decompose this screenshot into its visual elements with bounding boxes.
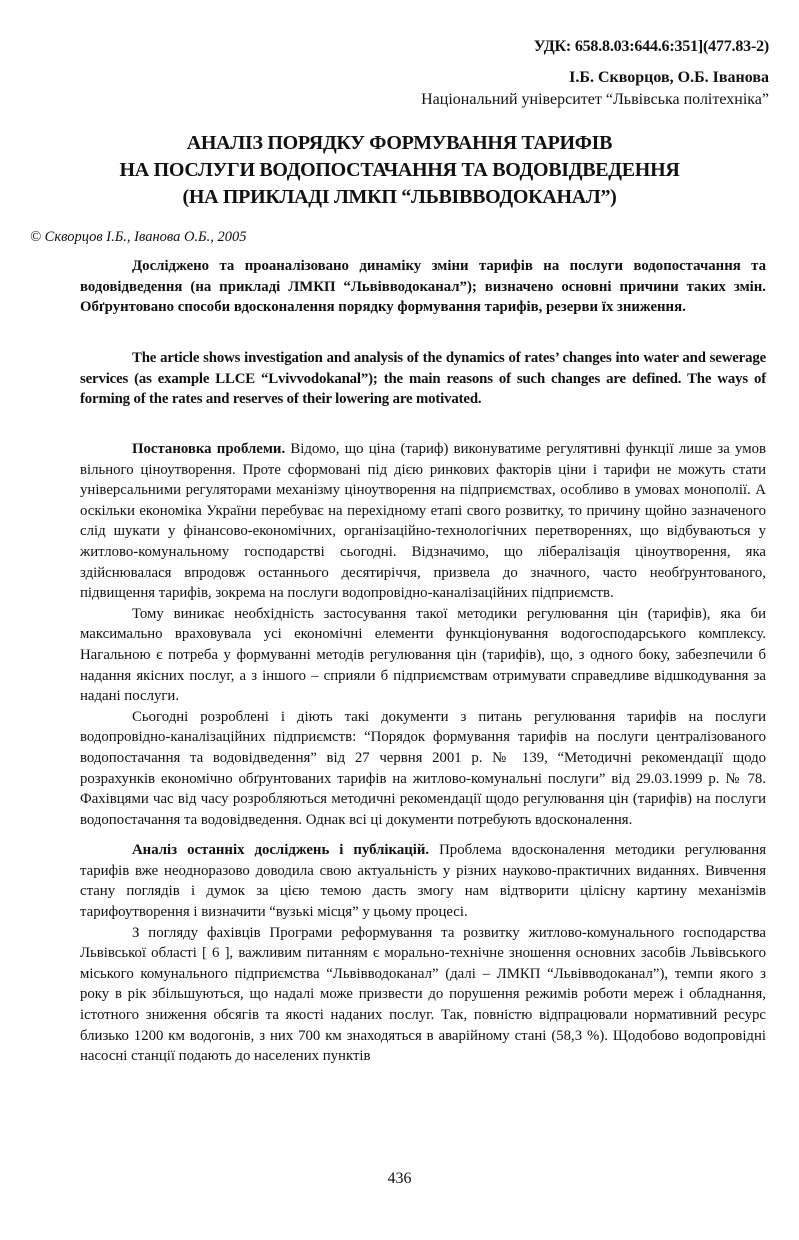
paragraph-text: Проблема вдосконалення методики регулювання тарифів вже неодноразово доводила свою актуальність у різних науково-практичних виданнях. Вивчення стану поглядів і думок за цією темою дасть змогу нам відтворити цілісну картину механізмів тарифоутворення і визначити “вузькі місця” у цьому процесі. <box>80 842 766 921</box>
abstract-english: The article shows investigation and analysis of the dynamics of rates’ changes into water and sewerage services (as example LLCE “Lvivvodokanal”); the main reasons of such changes are defined. The ways of forming of the rates and reserves of their lowering are motivated. <box>80 350 766 407</box>
section-heading-literature: Аналіз останніх досліджень і публікацій. <box>132 842 430 859</box>
body-text <box>80 439 766 1067</box>
paragraph-literature-review <box>80 840 766 922</box>
affiliation: Національний університет “Львівська політехніка” <box>421 91 769 108</box>
udc-code: УДК: 658.8.03:644.6:351](477.83-2) <box>533 38 769 55</box>
paragraph-problem-statement <box>80 439 766 604</box>
copyright-notice: © Скворцов І.Б., Іванова О.Б., 2005 <box>30 229 247 245</box>
paragraph: З погляду фахівців Програми реформування та розвитку житлово-комунального господарства Львівської області [ 6 ], важливим питанням є морально-технічне зношення основних засобів Львівського міського комунального підприємства “Львівводоканал” (далі – ЛМКП “Львівводоканал”), темпи якого з року в рік збільшуються, що надалі може призвести до порушення режимів роботи мереж і обладнання, істотного зниження обсягів та якості наданих послуг. Так, повністю відпрацювали нормативний ресурс близько 1200 км водогонів, з них 700 км знаходяться в аварійному стані (58,3 %). Щодобово водопровідні насосні станції подають до населених пунктів <box>80 924 766 1065</box>
authors: І.Б. Скворцов, О.Б. Іванова <box>569 69 769 86</box>
title-line-3: (НА ПРИКЛАДІ ЛМКП “ЛЬВІВВОДОКАНАЛ”) <box>182 186 617 208</box>
title-line-1: АНАЛІЗ ПОРЯДКУ ФОРМУВАННЯ ТАРИФІВ <box>186 132 613 154</box>
paragraph: Тому виникає необхідність застосування такої методики регулювання цін (тарифів), яка би максимально враховувала усі економічні елементи функціонування водогосподарського комплексу. Нагальною є потреба у формуванні методів регулювання цін (тарифів), що, з одного боку, забезпечили б надання якісних послуг, а з іншого – сприяли б підприємствам отримувати справедливе відшкодування за надані послуги. <box>80 605 766 705</box>
page-number: 436 <box>387 1170 412 1187</box>
section-heading-problem: Постановка проблеми. <box>132 441 286 457</box>
abstract-ukrainian: Досліджено та проаналізовано динаміку зміни тарифів на послуги водопостачання та водовідведення (на прикладі ЛМКП “Львівводоканал”); визначено основні причини таких змін. Обґрунтовано способи вдосконалення порядку формування тарифів, резерви їх зниження. <box>80 258 766 315</box>
paragraph-text: Відомо, що ціна (тариф) виконуватиме регулятивні функції лише за умов вільного ціноутворення. Проте сформовані під дією ринкових факторів ціни і тарифи не можуть стати універсальними регуляторами механізму ціноутворення на підприємствах, особливо в умовах монополії. А оскільки економіка України перебуває на перехідному етапі свого розвитку, то причину щойно зазначеного слід шукати у фінансово-економічних, організаційно-технологічних перетвореннях, що відбуваються у житлово-комунальному господарстві сьогодні. Відзначимо, що лібералізація ціноутворення, яка здійснювалася впродовж останнього десятиріччя, призвела до значного, часто необґрунтованого, підвищення тарифів, зокрема на послуги водопровідно-каналізаційних підприємств. <box>80 441 766 602</box>
title-line-2: НА ПОСЛУГИ ВОДОПОСТАЧАННЯ ТА ВОДОВІДВЕДЕННЯ <box>119 159 680 181</box>
paper-title <box>0 130 799 211</box>
paragraph: Сьогодні розроблені і діють такі документи з питань регулювання тарифів на послуги водопровідно-каналізаційних підприємств: “Порядок формування тарифів на послуги централізованого водопостачання та водовідведення” від 27 червня 2001 р. № 139, “Методичні рекомендації щодо розрахунків економічно обґрунтованих тарифів на житлово-комунальні послуги” від 29.03.1999 р. № 78. Фахівцями час від часу розробляються методичні рекомендації щодо регулювання цін (тарифів) на послуги водопостачання та водовідведення. Однак всі ці документи потребують вдосконалення. <box>80 708 766 828</box>
